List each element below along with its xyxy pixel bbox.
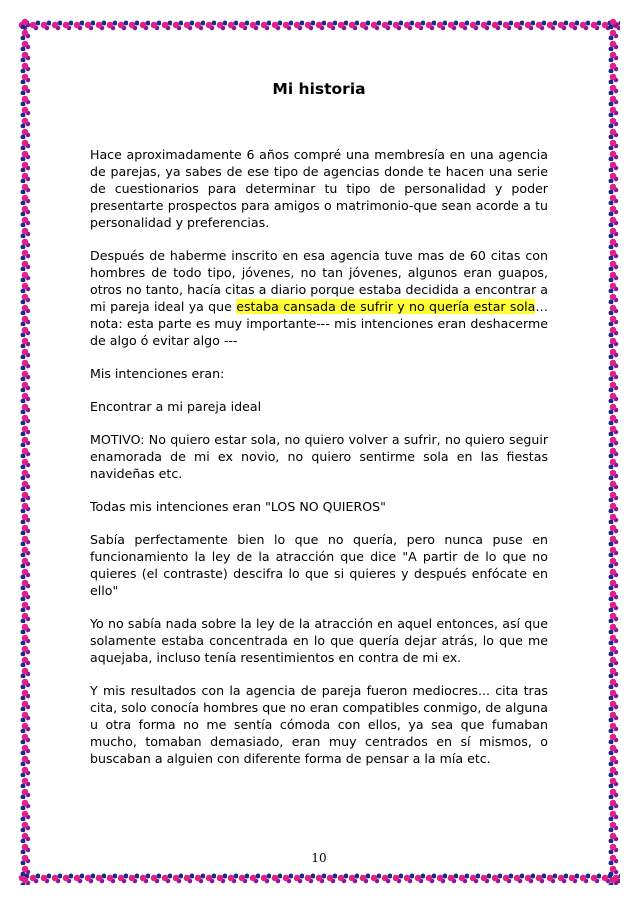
paragraph-intentions-heading: Mis intenciones eran: bbox=[90, 366, 225, 381]
decorative-border-left bbox=[18, 18, 32, 885]
paragraph-law-of-attraction: Sabía perfectamente bien lo que no quería, pero nunca puse en funcionamiento la ley de la atracción que dice "A partir de lo que no quieres (el contraste) descifra lo que si quieres y después enfócate en ello" bbox=[90, 532, 548, 598]
body-text bbox=[90, 146, 548, 783]
page-number: 10 bbox=[311, 851, 327, 865]
paragraph-dates-start: Después de haberme inscrito en esa agencia tuve mas de 60 citas con hombres de todo tipo, jóvenes, no tan jóvenes, algunos eran guapos, otros no tanto, hacía citas a diario porque estaba decidida a encontrar a mi pareja ideal ya que bbox=[90, 248, 548, 314]
decorative-border-top bbox=[18, 18, 620, 32]
paragraph-results: Y mis resultados con la agencia de pareja fueron mediocres... cita tras cita, solo conocía hombres que no eran compatibles conmigo, de alguna u otra forma no me sentía cómoda con ellos, ya sea que fumaban mucho, tomaban demasiado, eran muy centrados en sí mismos, o buscaban a alguien con diferente forma de pensar a la mía etc. bbox=[90, 683, 548, 766]
paragraph-motive: MOTIVO: No quiero estar sola, no quiero volver a sufrir, no quiero seguir enamorada de mi ex novio, no quiero sentirme sola en las fiestas navideñas etc. bbox=[90, 432, 548, 481]
paragraph-no-quieros: Todas mis intenciones eran "LOS NO QUIEROS" bbox=[90, 499, 386, 514]
page-title: Mi historia bbox=[272, 80, 366, 98]
paragraph-membership: Hace aproximadamente 6 años compré una membresía en una agencia de parejas, ya sabes de ese tipo de agencias donde te hacen una serie de cuestionarios para determinar tu tipo de personalidad y poder presentarte prospectos para amigos o matrimonio-que sean acorde a tu personalidad y preferencias. bbox=[90, 147, 548, 230]
paragraph-unaware: Yo no sabía nada sobre la ley de la atracción en aquel entonces, así que solamente estaba concentrada en lo que quería dejar atrás, lo que me aquejaba, incluso tenía resentimientos en contra de mi ex. bbox=[90, 616, 548, 665]
paragraph-dates bbox=[90, 247, 548, 349]
paragraph-dates-end: … nota: esta parte es muy importante--- mis intenciones eran deshacerme de algo ó evitar algo --- bbox=[90, 299, 548, 348]
highlighted-text: estaba cansada de sufrir y no quería estar sola bbox=[236, 299, 536, 314]
decorative-border-right bbox=[606, 18, 620, 885]
decorative-border-bottom bbox=[18, 871, 620, 885]
paragraph-ideal-partner: Encontrar a mi pareja ideal bbox=[90, 399, 262, 414]
